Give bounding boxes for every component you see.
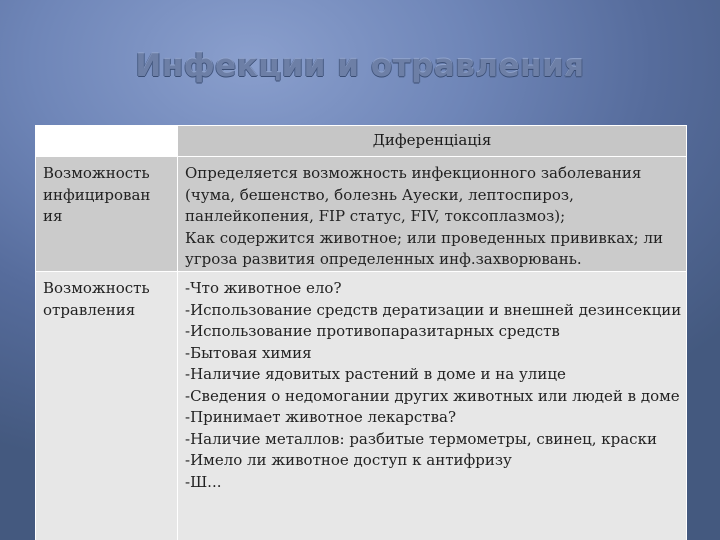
table-row: [36, 272, 687, 540]
slide-title: Инфекции и отравления: [135, 48, 585, 84]
row-text-poisoning: -Что животное ело? -Использование средств дератизации и внешней дезинсекции -Использование противопаразитарных средств -Бытовая химия -Наличие ядовитых растений в доме и на улице -Сведения о недомогании других животных или людей в доме -Принимает животное лекарства? -Наличие металлов: разбитые термометры, свинец, краски -Имело ли животное доступ к антифризу -Ш...: [178, 272, 687, 540]
differentiation-table: [35, 125, 687, 540]
header-differentiation: Диференціація: [178, 126, 687, 157]
row-label-infection: Возможность инфицирован ия: [36, 157, 178, 272]
row-label-poisoning: Возможность отравления: [36, 272, 178, 540]
table-row: [36, 157, 687, 272]
table-header-row: [36, 126, 687, 157]
header-empty-cell: [36, 126, 178, 157]
row-text-infection: Определяется возможность инфекционного заболевания (чума, бешенство, болезнь Ауески, лептоспироз, панлейкопения, FIP статус, FIV, токсоплазмоз); Как содержится животное; или проведенных прививках; ли угроза развития определенных инф.захворювань.: [178, 157, 687, 272]
